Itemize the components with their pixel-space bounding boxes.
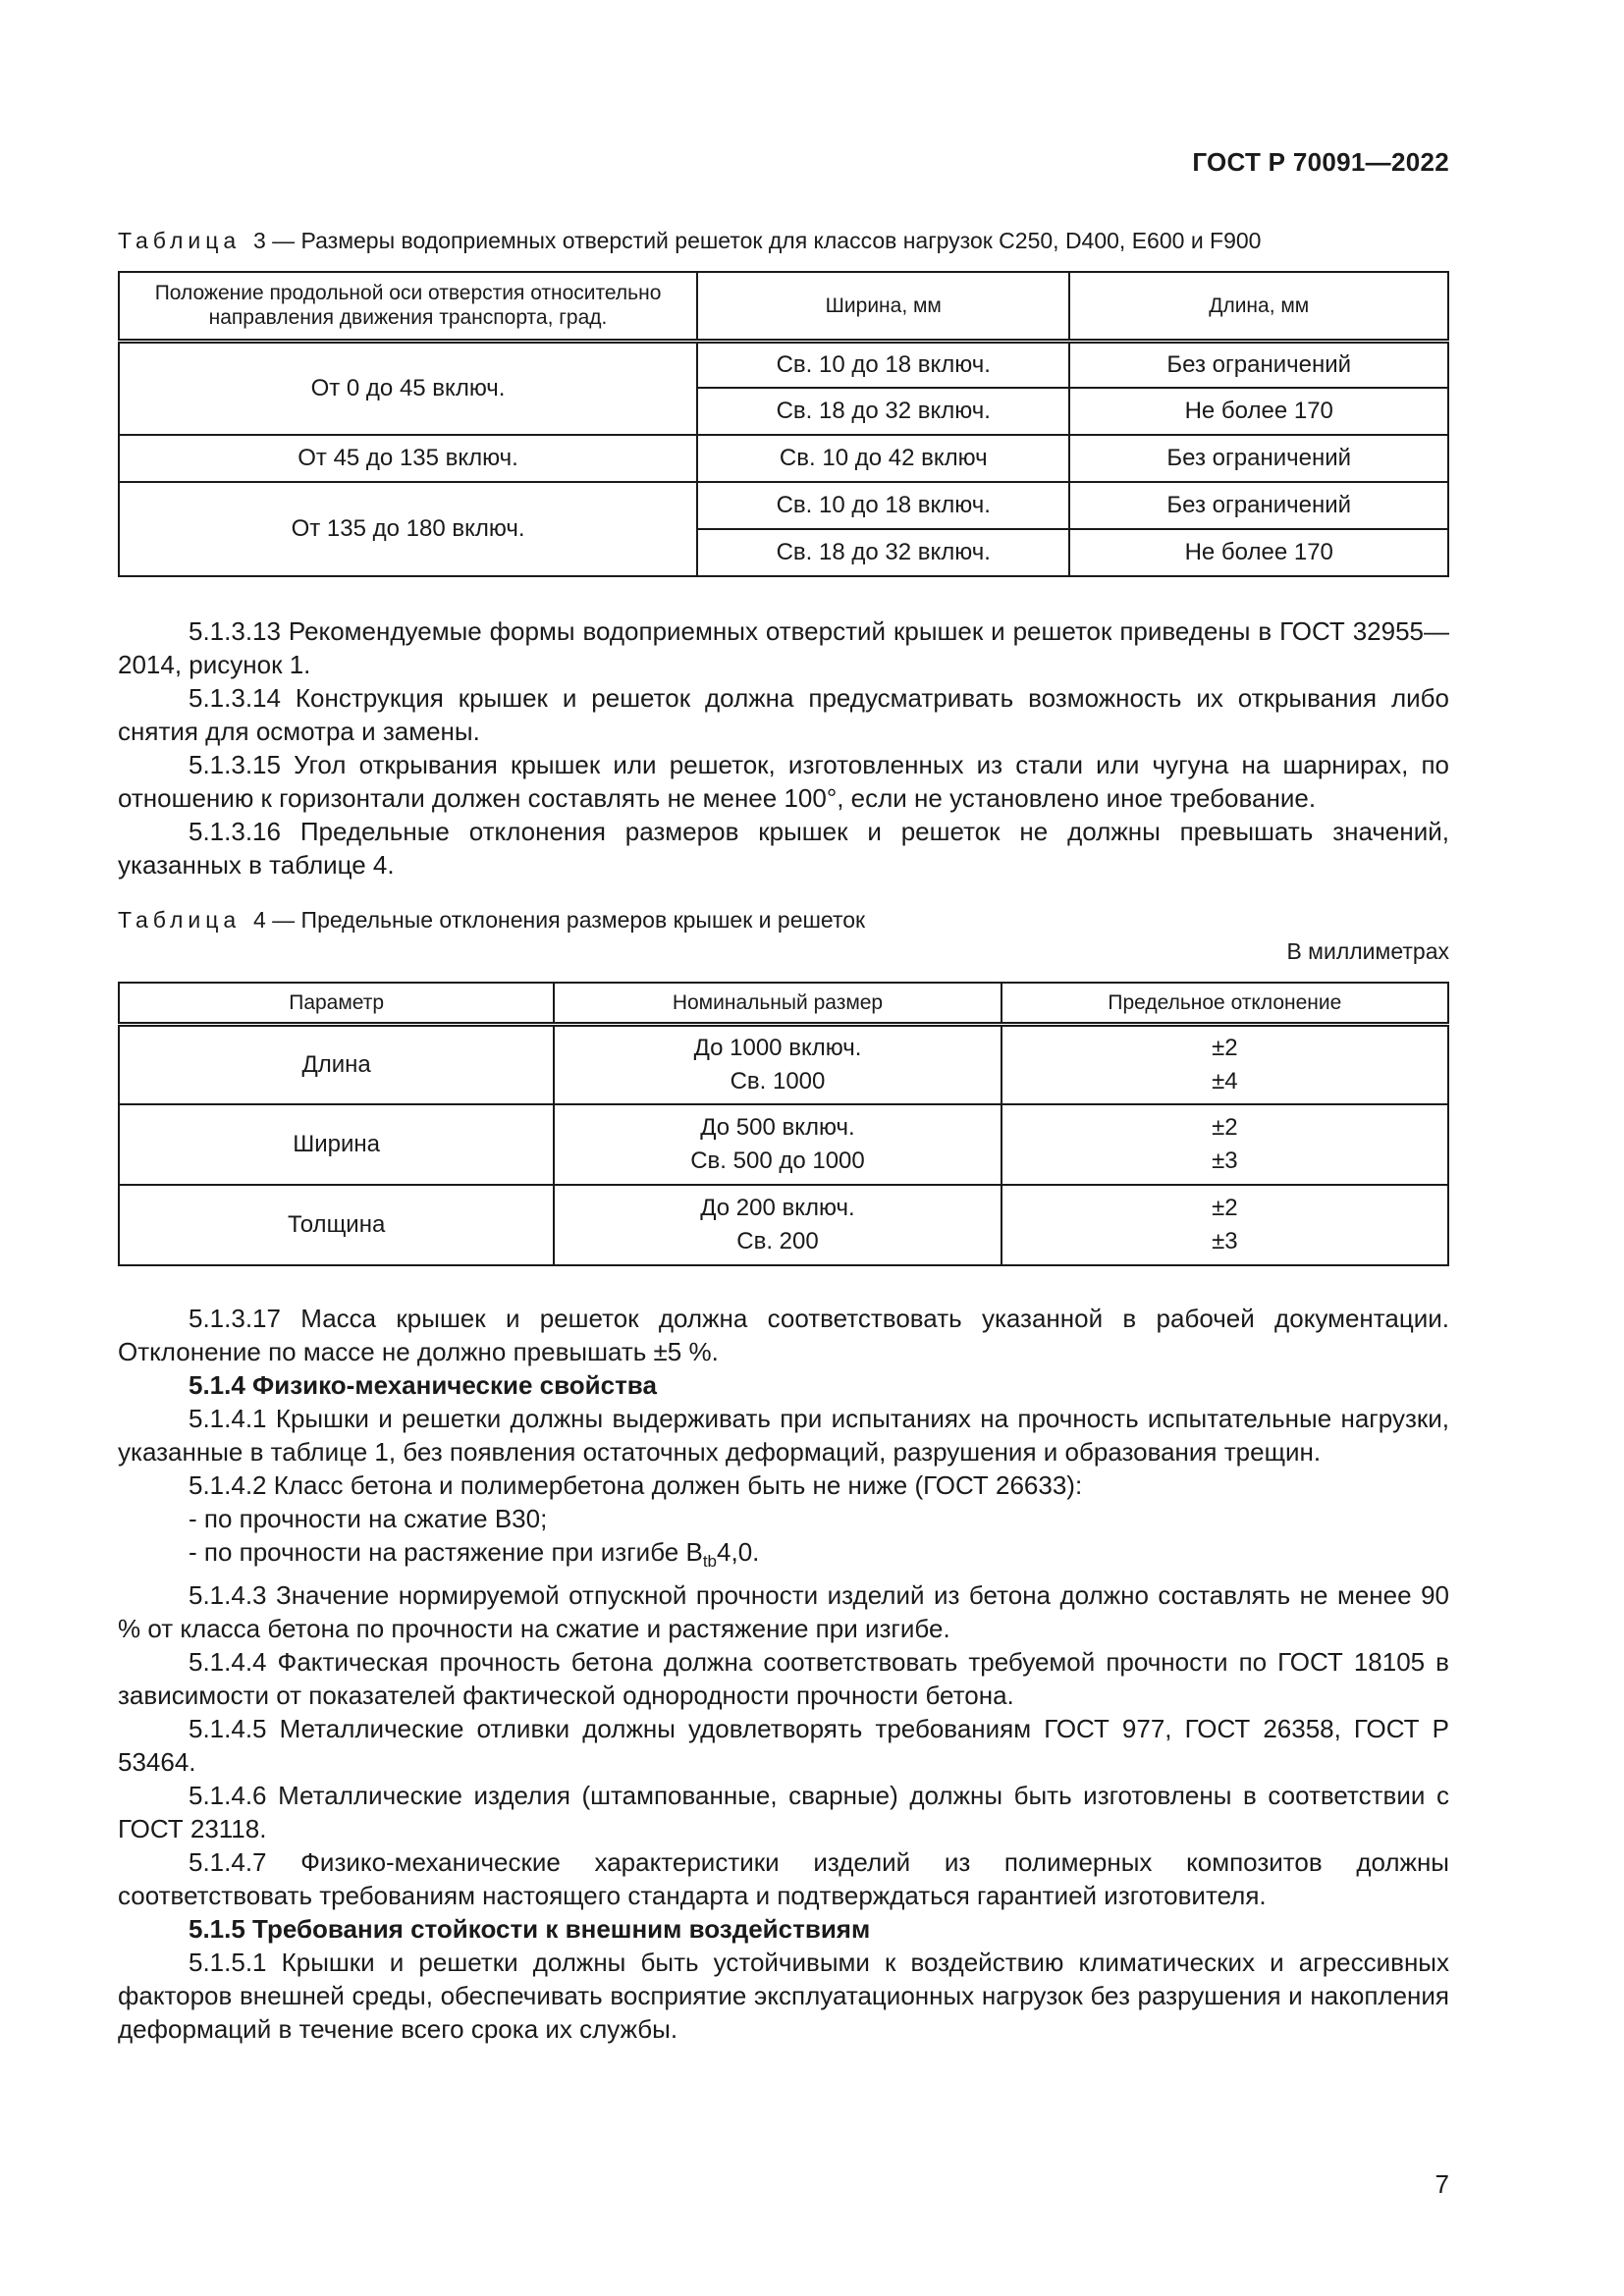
document-header: ГОСТ Р 70091—2022 bbox=[1192, 147, 1449, 177]
list-item-tension bbox=[118, 1535, 1449, 1578]
table3-width-cell: Св. 10 до 18 включ. bbox=[697, 482, 1069, 529]
table3-width-cell: Св. 18 до 32 включ. bbox=[697, 388, 1069, 435]
paragraph-5-1-4-6: 5.1.4.6 Металлические изделия (штампованные, сварные) должны быть изготовлены в соответствии с ГОСТ 23118. bbox=[118, 1781, 1449, 1843]
table4-dev-line: ±3 bbox=[1212, 1148, 1238, 1174]
table3-length-cell: Не более 170 bbox=[1069, 529, 1448, 576]
table4-dev-cell bbox=[1001, 1104, 1448, 1185]
table4-dev-line: ±3 bbox=[1212, 1228, 1238, 1255]
table4-col-nominal: Номинальный размер bbox=[554, 983, 1001, 1024]
table3-length-cell: Без ограничений bbox=[1069, 341, 1448, 388]
table3-position-cell: От 135 до 180 включ. bbox=[119, 482, 697, 576]
paragraph-5-1-4-2: 5.1.4.2 Класс бетона и полимербетона должен быть не ниже (ГОСТ 26633): bbox=[189, 1470, 1083, 1500]
table4-size-cell bbox=[554, 1185, 1001, 1265]
table4-dev-cell bbox=[1001, 1185, 1448, 1265]
table3-col-length: Длина, мм bbox=[1069, 272, 1448, 341]
table4-size-line: До 1000 включ. bbox=[693, 1034, 862, 1061]
paragraph-5-1-3-13: 5.1.3.13 Рекомендуемые формы водоприемных отверстий крышек и решеток приведены в ГОСТ 32955—2014, рисунок 1. bbox=[118, 616, 1449, 679]
section-heading-5-1-4: 5.1.4 Физико-механические свойства bbox=[189, 1370, 657, 1400]
list-item-compression: - по прочности на сжатие B30; bbox=[189, 1504, 548, 1533]
table3-width-cell: Св. 18 до 32 включ. bbox=[697, 529, 1069, 576]
table4-param-cell: Толщина bbox=[119, 1185, 554, 1265]
page-number: 7 bbox=[1435, 2169, 1449, 2199]
table4-dev-line: ±2 bbox=[1212, 1034, 1238, 1061]
table-row bbox=[119, 1185, 1448, 1265]
table4-size-line: Св. 1000 bbox=[730, 1067, 826, 1095]
table4-size-line: До 500 включ. bbox=[700, 1114, 855, 1141]
tension-suffix: 4,0. bbox=[717, 1537, 760, 1567]
text-block-2 bbox=[118, 1302, 1449, 2046]
table3 bbox=[118, 271, 1449, 577]
table4-caption-label: Таблица bbox=[118, 907, 242, 933]
paragraph-5-1-3-17: 5.1.3.17 Масса крышек и решеток должна соответствовать указанной в рабочей документации. Отклонение по массе не должно превышать ±5 %. bbox=[118, 1304, 1449, 1366]
section-heading-5-1-5: 5.1.5 Требования стойкости к внешним воздействиям bbox=[189, 1914, 871, 1944]
paragraph-5-1-4-1: 5.1.4.1 Крышки и решетки должны выдерживать при испытаниях на прочность испытательные нагрузки, указанные в таблице 1, без появления остаточных деформаций, разрушения и образования трещин. bbox=[118, 1404, 1449, 1467]
table4-param-cell: Ширина bbox=[119, 1104, 554, 1185]
table3-caption bbox=[118, 228, 1261, 254]
table-row bbox=[119, 341, 1448, 388]
table4-size-line: До 200 включ. bbox=[700, 1195, 855, 1221]
tension-subscript: tb bbox=[702, 1552, 718, 1571]
table4-param-cell: Длина bbox=[119, 1024, 554, 1104]
table4-col-parameter: Параметр bbox=[119, 983, 554, 1024]
table3-col-position: Положение продольной оси отверстия относительно направления движения транспорта, град. bbox=[119, 272, 697, 341]
table4-header-row bbox=[119, 983, 1448, 1024]
table3-caption-label: Таблица bbox=[118, 228, 242, 253]
table3-position-cell: От 0 до 45 включ. bbox=[119, 341, 697, 435]
table4-caption bbox=[118, 907, 865, 934]
table3-length-cell: Не более 170 bbox=[1069, 388, 1448, 435]
table4-units: В миллиметрах bbox=[1286, 938, 1449, 964]
table4-dev-cell bbox=[1001, 1024, 1448, 1104]
table3-width-cell: Св. 10 до 18 включ. bbox=[697, 341, 1069, 388]
paragraph-5-1-3-14: 5.1.3.14 Конструкция крышек и решеток должна предусматривать возможность их открывания либо снятия для осмотра и замены. bbox=[118, 683, 1449, 746]
table4-dev-line: ±4 bbox=[1212, 1067, 1238, 1095]
table4-size-cell bbox=[554, 1024, 1001, 1104]
tension-prefix: - по прочности на растяжение при изгибе B bbox=[189, 1537, 703, 1567]
table3-width-cell: Св. 10 до 42 включ bbox=[697, 435, 1069, 482]
table3-header-row bbox=[119, 272, 1448, 341]
table3-position-cell: От 45 до 135 включ. bbox=[119, 435, 697, 482]
paragraph-5-1-4-7: 5.1.4.7 Физико-механические характеристики изделий из полимерных композитов должны соответствовать требованиям настоящего стандарта и подтверждаться гарантией изготовителя. bbox=[118, 1847, 1449, 1910]
table4-caption-text: 4 — Предельные отклонения размеров крышек и решеток bbox=[252, 907, 866, 933]
table-row bbox=[119, 482, 1448, 529]
paragraph-5-1-5-1: 5.1.5.1 Крышки и решетки должны быть устойчивыми к воздействию климатических и агрессивных факторов внешней среды, обеспечивать восприятие эксплуатационных нагрузок без разрушения и накопления деформаций в течение всего срока их службы. bbox=[118, 1948, 1449, 2044]
text-block-1 bbox=[118, 614, 1449, 881]
paragraph-5-1-3-16: 5.1.3.16 Предельные отклонения размеров крышек и решеток не должны превышать значений, указанных в таблице 4. bbox=[118, 817, 1449, 880]
paragraph-5-1-4-3: 5.1.4.3 Значение нормируемой отпускной прочности изделий из бетона должно составлять не менее 90 % от класса бетона по прочности на сжатие и растяжение при изгибе. bbox=[118, 1580, 1449, 1643]
table3-caption-text: 3 — Размеры водоприемных отверстий решеток для классов нагрузок С250, D400, E600 и F900 bbox=[252, 228, 1262, 253]
table-row bbox=[119, 1104, 1448, 1185]
table4-dev-line: ±2 bbox=[1212, 1195, 1238, 1221]
table-row bbox=[119, 1024, 1448, 1104]
table3-length-cell: Без ограничений bbox=[1069, 482, 1448, 529]
paragraph-5-1-4-5: 5.1.4.5 Металлические отливки должны удовлетворять требованиям ГОСТ 977, ГОСТ 26358, ГОСТ Р 53464. bbox=[118, 1714, 1449, 1777]
paragraph-5-1-4-4: 5.1.4.4 Фактическая прочность бетона должна соответствовать требуемой прочности по ГОСТ 18105 в зависимости от показателей фактической однородности прочности бетона. bbox=[118, 1647, 1449, 1710]
table4-dev-line: ±2 bbox=[1212, 1114, 1238, 1141]
table4-size-line: Св. 200 bbox=[736, 1228, 819, 1255]
table3-col-width: Ширина, мм bbox=[697, 272, 1069, 341]
table4-size-line: Св. 500 до 1000 bbox=[690, 1148, 865, 1174]
table4-col-deviation: Предельное отклонение bbox=[1001, 983, 1448, 1024]
table4-size-cell bbox=[554, 1104, 1001, 1185]
paragraph-5-1-3-15: 5.1.3.15 Угол открывания крышек или решеток, изготовленных из стали или чугуна на шарнирах, по отношению к горизонтали должен составлять не менее 100°, если не установлено иное требование. bbox=[118, 750, 1449, 813]
table3-length-cell: Без ограничений bbox=[1069, 435, 1448, 482]
table-row bbox=[119, 435, 1448, 482]
table4 bbox=[118, 982, 1449, 1266]
